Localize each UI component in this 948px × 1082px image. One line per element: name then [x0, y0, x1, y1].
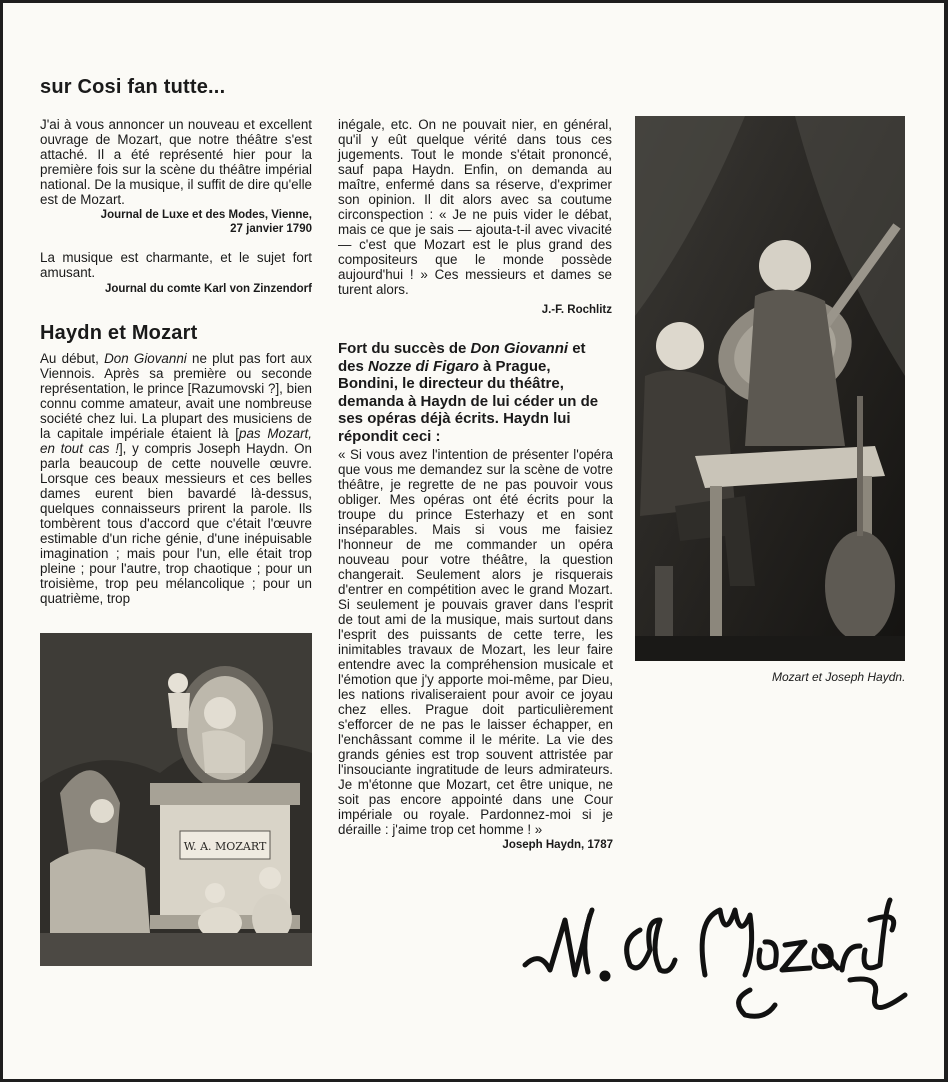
column-rochlitz	[338, 117, 612, 317]
portrait-engraving-image	[635, 116, 905, 661]
monument-plaque-text: W. A. MOZART	[183, 840, 267, 853]
intro-bondini	[338, 340, 613, 445]
heading-cosi: sur Cosi fan tutte...	[40, 76, 226, 98]
source-journal-luxe	[40, 208, 312, 236]
source-zinzendorf: Journal du comte Karl von Zinzendorf	[104, 283, 312, 295]
portrait-engraving-art	[635, 116, 905, 661]
paragraph-rochlitz: inégale, etc. On ne pouvait nier, en général, qu'il y eût quelque vérité dans tous ces jugements. Tout le monde s'était prononcé, sauf papa Haydn. Enfin, on demanda au maître, enfermé dans sa réserve, d'exprimer son opinion. Il dit alors avec sa coutume circonspection : « Je ne puis vider le débat, mais ce que je sais — ajouta-t-il avec vivacité — c'est que Mozart est le plus grand des compositeurs que le monde possède aujourd'hui ! » Ces messieurs et dames se turent alors.	[338, 117, 612, 297]
source-journal-luxe-line2: 27 janvier 1790	[230, 223, 312, 235]
text-segment: et des	[338, 340, 586, 375]
text-segment: à Prague, Bondini, le directeur du théâtre, demanda à Haydn de lui céder un de ses opéras déjà écrits. Haydn lui répondit ceci :	[338, 357, 599, 445]
column-bondini-letter	[338, 340, 613, 852]
italic-aside: pas Mozart, en tout cas !	[40, 426, 312, 456]
text-segment: Fort du succès de	[338, 340, 471, 357]
title-don-giovanni: Don Giovanni	[470, 340, 569, 357]
column-cosi-left	[40, 117, 312, 296]
column-haydn-mozart	[40, 351, 312, 606]
source-haydn: Joseph Haydn, 1787	[502, 839, 613, 851]
monument-engraving-image	[40, 633, 312, 966]
text-segment: ], y compris Joseph Haydn. On parla beaucoup de cette nouvelle œuvre. Lorsque ces beaux messieurs et ces belles dames eurent bien bavardé là-dessus, quelques connaisseurs prirent la parole. Ils tombèrent tous d'accord que c'était l'œuvre estimable d'un riche génie, d'une inépuisable imagination ; mais pour l'un, elle était trop pleine ; pour l'autre, trop chaotique ; pour un troisième, trop peu mélancolique ; pour un quatrième, trop	[40, 441, 312, 606]
letter-haydn: « Si vous avez l'intention de présenter l'opéra que vous me demandez sur la scène de votre théâtre, je regrette de ne pas pouvoir vous obliger. Mes opéras ont été écrits pour la troupe du prince Esterhazy et en sont inséparables. Mais si vous me faisiez l'honneur de me commander un opéra nouveau pour votre théâtre, la question changerait. Seulement alors je risquerais d'entrer en compétition avec le grand Mozart. Si seulement je pouvais graver dans l'esprit de tout ami de la musique, mais surtout dans l'esprit des puissants de cette terre, les inimitables travaux de Mozart, les leur faire entendre avec la compréhension musicale et l'émotion que j'y apporte moi-même, par Dieu, les nations rivaliseraient pour avoir ce joyau chez elles. Prague doit particulièrement s'efforcer de ne pas le laisser échapper, en l'enchâssant comme il le mérite. La vie des grands génies est trop souvent attristée par l'insouciante ingratitude de leurs admirateurs. Je m'étonne que Mozart, cet être unique, ne soit pas encore appointé dans une Cour impériale ou royale. Pardonnez-moi si je déraille : j'aime trop cet homme ! »	[338, 447, 613, 837]
source-rochlitz: J.-F. Rochlitz	[541, 304, 612, 316]
text-segment: ne plut pas fort aux Viennois. Après sa première ou seconde représentation, le prince [Razumovski ?], bien connu comme amateur, avait une nombreuse société chez lui. La plupart des musiciens de la capitale impériale étaient là [	[40, 351, 312, 441]
signature-art	[520, 880, 920, 1030]
monument-engraving-art	[40, 633, 312, 966]
portrait-caption: Mozart et Joseph Haydn.	[772, 670, 906, 684]
mozart-signature	[520, 880, 920, 1030]
text-segment: Au début,	[40, 351, 105, 366]
paragraph-don-giovanni	[40, 351, 312, 606]
title-don-giovanni: Don Giovanni	[104, 351, 187, 366]
paragraph-zinzendorf: La musique est charmante, et le sujet fort amusant.	[40, 250, 312, 280]
source-journal-luxe-line1: Journal de Luxe et des Modes, Vienne,	[100, 209, 312, 221]
title-nozze-di-figaro: Nozze di Figaro	[368, 357, 479, 375]
paragraph-journal-luxe: J'ai à vous annoncer un nouveau et excellent ouvrage de Mozart, que notre théâtre s'est attaché. Il a été représenté hier pour la première fois sur la scène du théâtre impérial national. De la musique, il suffit de dire qu'elle est de Mozart.	[40, 117, 312, 207]
heading-haydn-mozart: Haydn et Mozart	[40, 322, 198, 344]
